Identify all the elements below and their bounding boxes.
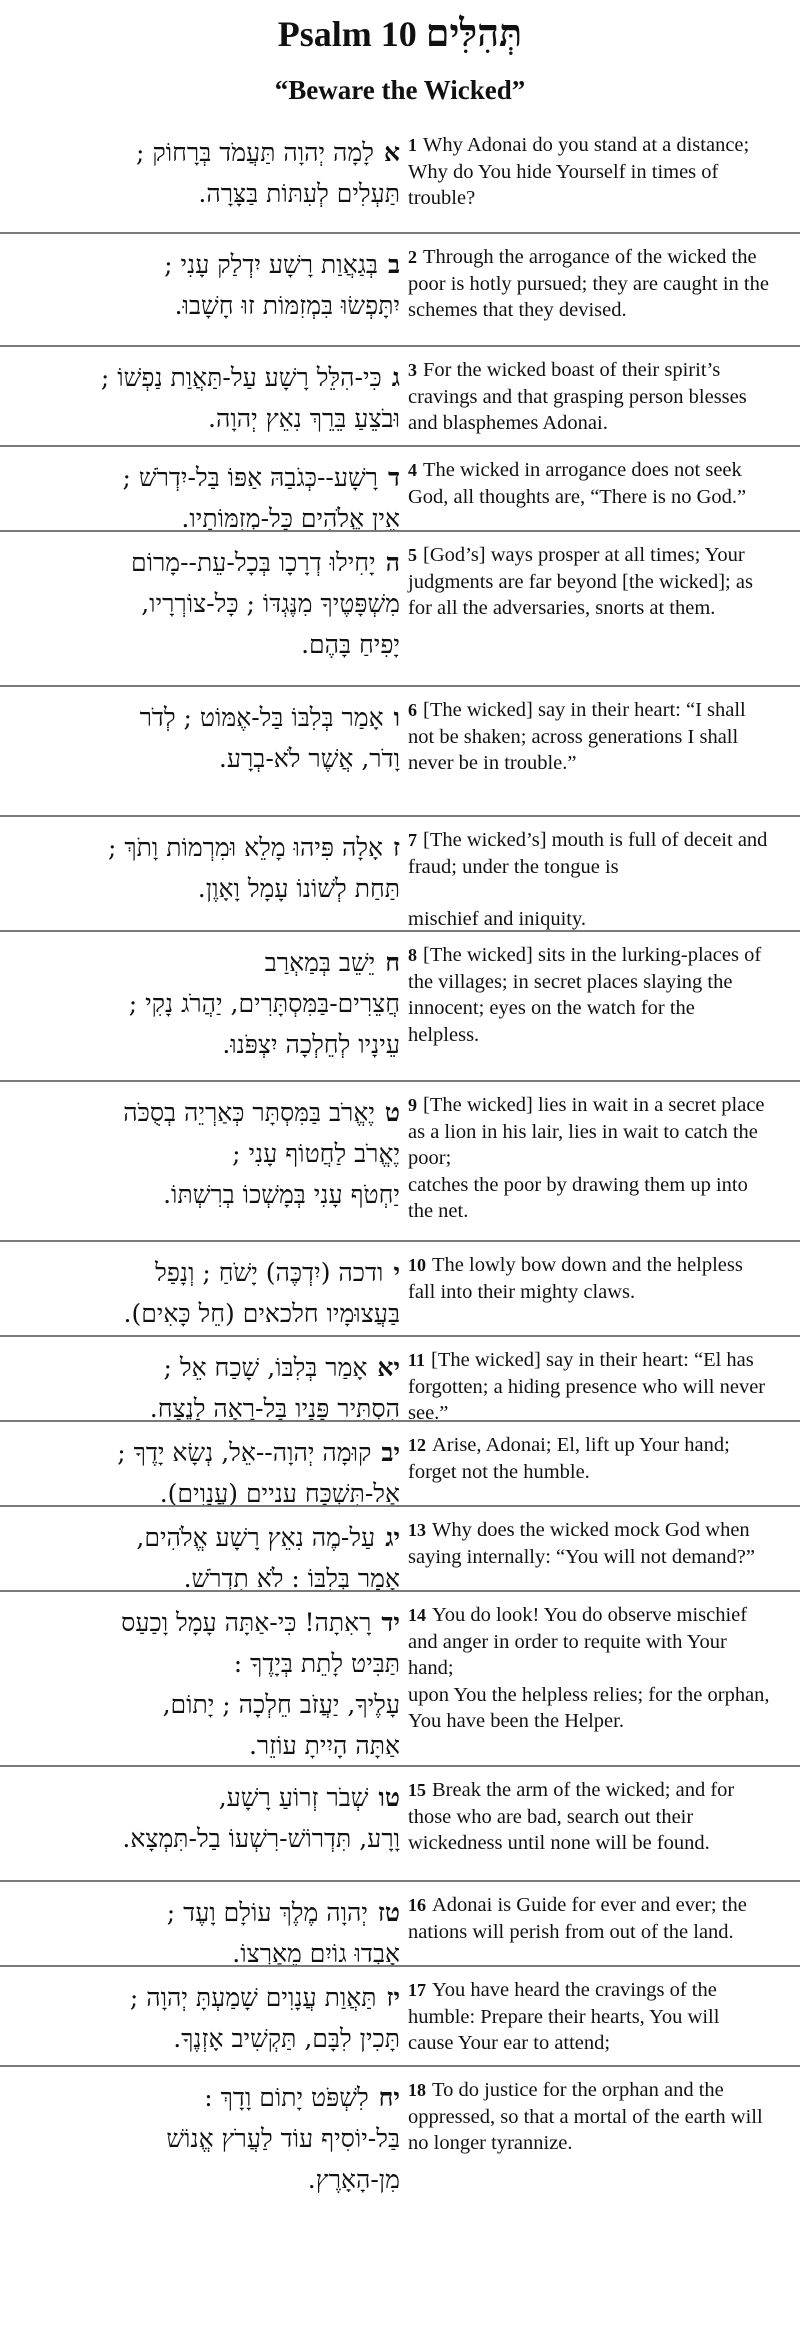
english-text: [The wicked] say in their heart: “I shall not be shaken; across generations I shall never be in trouble.” bbox=[408, 699, 746, 774]
english-text: [God’s] ways prosper at all times; Your judgments are far beyond [the wicked]; as for all the adversaries, snorts at them. bbox=[408, 544, 753, 619]
hebrew-text: עֵינָיו לְחֵלְכָה יִצְפֹּנוּ. bbox=[222, 1030, 400, 1059]
verse-row bbox=[0, 2065, 800, 2345]
verse-number: 4 bbox=[408, 460, 417, 480]
hebrew-text: אָמַר בְּלִבּוֹ, שָׁכַח אֵל ; bbox=[163, 1353, 368, 1382]
verse-hebrew bbox=[12, 1777, 400, 1859]
hebrew-text: יִתָּפְשׂוּ בִּמְזִמּוֹת זוּ חָשָׁבוּ. bbox=[174, 291, 400, 320]
verse-number-hebrew: ד bbox=[387, 463, 400, 492]
hebrew-text: בְּגַאֲוַת רָשָׁע יִדְלַק עָנִי ; bbox=[164, 250, 378, 279]
verse-number: 6 bbox=[408, 700, 417, 720]
verse-row bbox=[0, 530, 800, 685]
english-text: Arise, Adonai; El, lift up Your hand; forget not the humble. bbox=[408, 1434, 730, 1483]
hebrew-line bbox=[12, 1643, 400, 1684]
hebrew-line bbox=[12, 285, 400, 326]
verse-number: 18 bbox=[408, 2080, 426, 2100]
verse-english bbox=[408, 827, 770, 933]
hebrew-line bbox=[12, 1432, 400, 1473]
english-text: [The wicked] sits in the lurking-places of the villages; in secret places slaying the innocent; eyes on the watch for the helpless. bbox=[408, 944, 762, 1046]
verse-row bbox=[0, 1880, 800, 1968]
verse-row bbox=[0, 1765, 800, 1880]
english-text: Why Adonai do you stand at a distance; Why do You hide Yourself in times of trouble? bbox=[408, 134, 750, 209]
verse-row bbox=[0, 1080, 800, 1240]
verse-number: 14 bbox=[408, 1605, 426, 1625]
hebrew-text: יְהוָה מֶלֶךְ עוֹלָם וָעֶד ; bbox=[166, 1898, 368, 1927]
english-text: Through the arrogance of the wicked the poor is hotly pursued; they are caught in the schemes that they devised. bbox=[408, 246, 769, 321]
english-text: [The wicked] lies in wait in a secret place as a lion in his lair, lies in wait to catch the poor; bbox=[408, 1094, 765, 1169]
verse-english bbox=[408, 1432, 770, 1485]
verse-number-hebrew: טז bbox=[377, 1898, 400, 1927]
hebrew-line bbox=[12, 1133, 400, 1174]
hebrew-line bbox=[12, 583, 400, 624]
verse-english bbox=[408, 1092, 770, 1225]
verse-number-hebrew: ג bbox=[391, 363, 400, 392]
verse-english bbox=[408, 542, 770, 622]
hebrew-line bbox=[12, 1684, 400, 1725]
verse-row bbox=[0, 1240, 800, 1335]
verse-number: 13 bbox=[408, 1520, 426, 1540]
hebrew-text: וָרָע, תִּדְרוֹשׁ-רִשְׁעוֹ בַל-תִּמְצָא. bbox=[122, 1824, 400, 1853]
verse-number-hebrew: ח bbox=[385, 948, 400, 977]
hebrew-line bbox=[12, 457, 400, 498]
verse-number-hebrew: טו bbox=[378, 1783, 400, 1812]
verse-english bbox=[408, 132, 770, 212]
verse-number-hebrew: ט bbox=[384, 1098, 400, 1127]
verse-english bbox=[408, 942, 770, 1048]
hebrew-text: אָלָה פִּיהוּ מָלֵא וּמִרְמוֹת וָתֹךְ ; bbox=[107, 833, 384, 862]
hebrew-text: יַחְטֹף עָנִי בְּמָשְׁכוֹ בְרִשְׁתּוֹ. bbox=[163, 1180, 400, 1209]
hebrew-line bbox=[12, 942, 400, 983]
hebrew-text: יָפִיחַ בָּהֶם. bbox=[301, 630, 400, 659]
spacer bbox=[408, 880, 770, 906]
verse-number: 5 bbox=[408, 545, 417, 565]
verse-hebrew bbox=[12, 1602, 400, 1766]
hebrew-line bbox=[12, 1024, 400, 1065]
hebrew-line bbox=[12, 1252, 400, 1293]
hebrew-text: יֵשֵׁב בְּמַאְרַב bbox=[264, 948, 376, 977]
hebrew-line bbox=[12, 1818, 400, 1859]
hebrew-text: וּבֹצֵעַ בֵּרֵךְ נִאֵץ יְהוָה. bbox=[208, 404, 400, 433]
verse-hebrew bbox=[12, 827, 400, 909]
english-text: The wicked in arrogance does not seek God, all thoughts are, “There is no God.” bbox=[408, 459, 747, 508]
hebrew-line bbox=[12, 1977, 400, 2018]
english-text: The lowly bow down and the helpless fall into their mighty claws. bbox=[408, 1254, 743, 1303]
hebrew-text: עָלֶיךָ, יַעֲזֹב חֵלְכָה ; יָתוֹם, bbox=[162, 1690, 400, 1719]
verse-number: 16 bbox=[408, 1895, 426, 1915]
hebrew-line bbox=[12, 2018, 400, 2059]
hebrew-text: לָמָה יְהוָה תַּעֲמֹד בְּרָחוֹק ; bbox=[135, 138, 374, 167]
hebrew-text: יֶאֱרֹב בַּמִּסְתָּר כְּאַרְיֵה בְסֻכֹּה bbox=[123, 1098, 375, 1127]
verse-english bbox=[408, 1517, 770, 1570]
english-text: upon You the helpless relies; for the orphan, You have been the Helper. bbox=[408, 1683, 770, 1732]
hebrew-text: וָדֹר, אֲשֶׁר לֹא-בְרָע. bbox=[218, 744, 400, 773]
english-text: You have heard the cravings of the humble: Prepare their hearts, You will cause Your ear to attend; bbox=[408, 1979, 720, 2054]
hebrew-text: יָחִילוּ דְרָכָו בְּכָל-עֵת--מָרוֹם bbox=[131, 548, 376, 577]
verse-number-hebrew: ז bbox=[393, 833, 400, 862]
verse-english bbox=[408, 2077, 770, 2157]
hebrew-line bbox=[12, 173, 400, 214]
verse-english bbox=[408, 457, 770, 510]
hebrew-line bbox=[12, 244, 400, 285]
verse-row bbox=[0, 815, 800, 930]
verse-row bbox=[0, 1965, 800, 2065]
hebrew-line bbox=[12, 1602, 400, 1643]
hebrew-line bbox=[12, 2159, 400, 2200]
verse-number: 1 bbox=[408, 135, 417, 155]
verse-row bbox=[0, 930, 800, 1080]
verse-number: 15 bbox=[408, 1780, 426, 1800]
verse-hebrew bbox=[12, 542, 400, 665]
page-subtitle: “Beware the Wicked” bbox=[274, 75, 526, 105]
verse-number-hebrew: ב bbox=[387, 250, 400, 279]
hebrew-text: יֶאֱרֹב לַחֲטוֹף עָנִי ; bbox=[232, 1139, 400, 1168]
verse-hebrew bbox=[12, 1347, 400, 1429]
verse-english bbox=[408, 697, 770, 777]
english-text: mischief and iniquity. bbox=[408, 908, 587, 930]
verse-row bbox=[0, 232, 800, 345]
hebrew-text: מִשְׁפָּטֶיךָ מִנֶּגְדּוֹ ; כָּל-צוֹרְרָיו, bbox=[141, 589, 400, 618]
verse-number-hebrew: יח bbox=[378, 2083, 400, 2112]
hebrew-line bbox=[12, 738, 400, 779]
hebrew-line bbox=[12, 983, 400, 1024]
verse-number: 8 bbox=[408, 945, 417, 965]
hebrew-text: כִּי-הִלֵּל רָשָׁע עַל-תַּאֲוַת נַפְשׁוֹ ; bbox=[100, 363, 382, 392]
verse-row bbox=[0, 1590, 800, 1765]
verse-hebrew bbox=[12, 1892, 400, 1974]
verse-english bbox=[408, 1892, 770, 1945]
hebrew-text: בַּעֲצוּמָיו חלכאים (חֵל כָּאִים). bbox=[123, 1299, 400, 1328]
verse-row bbox=[0, 685, 800, 815]
hebrew-text: תַּעְלִים לְעִתּוֹת בַּצָּרָה. bbox=[198, 179, 400, 208]
hebrew-line bbox=[12, 542, 400, 583]
hebrew-line bbox=[12, 1347, 400, 1388]
verse-hebrew bbox=[12, 132, 400, 214]
verse-number-hebrew: יד bbox=[381, 1608, 400, 1637]
verse-english bbox=[408, 244, 770, 324]
verse-number-hebrew: יא bbox=[377, 1353, 400, 1382]
hebrew-line bbox=[12, 357, 400, 398]
hebrew-text: אַל-תִּשְׁכַּח עניים (עֲנָוִים). bbox=[159, 1479, 400, 1508]
english-text: Adonai is Guide for ever and ever; the nations will perish from out of the land. bbox=[408, 1894, 747, 1943]
hebrew-text: רָשָׁע--כְּגֹבַהּ אַפּוֹ בַּל-יִדְרֹשׁ ; bbox=[122, 463, 378, 492]
verse-number-hebrew: יב bbox=[381, 1438, 400, 1467]
verse-row bbox=[0, 1420, 800, 1508]
verse-hebrew bbox=[12, 357, 400, 439]
verse-row bbox=[0, 1335, 800, 1424]
verse-hebrew bbox=[12, 1517, 400, 1599]
hebrew-text: ודכה (יִדְכֶּה) יָשֹׁחַ ; וְנָפַל bbox=[155, 1258, 384, 1287]
hebrew-text: אָמַר בְּלִבּוֹ : לֹא תִדְרֹשׁ. bbox=[183, 1564, 400, 1593]
hebrew-line bbox=[12, 1725, 400, 1766]
verse-english bbox=[408, 1252, 770, 1305]
verse-row bbox=[0, 345, 800, 445]
verse-number: 3 bbox=[408, 360, 417, 380]
title-english: Psalm 10 bbox=[277, 14, 417, 54]
hebrew-text: תַּאֲוַת עֲנָוִים שָׁמַעְתָּ יְהוָה ; bbox=[129, 1983, 377, 2012]
verse-english bbox=[408, 1347, 770, 1427]
hebrew-text: לִשְׁפֹּט יָתוֹם וָדָךְ : bbox=[204, 2083, 369, 2112]
verse-number: 9 bbox=[408, 1095, 417, 1115]
title-hebrew: תְּהִלִּים bbox=[425, 10, 523, 55]
verse-number: 17 bbox=[408, 1980, 426, 2000]
english-text: For the wicked boast of their spirit’s cravings and that grasping person blesses and blasphemes Adonai. bbox=[408, 359, 747, 434]
verse-hebrew bbox=[12, 2077, 400, 2200]
hebrew-line bbox=[12, 624, 400, 665]
verse-number: 2 bbox=[408, 247, 417, 267]
hebrew-line bbox=[12, 132, 400, 173]
hebrew-text: תַּחַת לְשׁוֹנוֹ עָמָל וָאָוֶן. bbox=[197, 874, 400, 903]
verse-number: 10 bbox=[408, 1255, 426, 1275]
hebrew-line bbox=[12, 1174, 400, 1215]
verse-hebrew bbox=[12, 457, 400, 539]
hebrew-text: אֵין אֱלֹהִים כָּל-מְזִמּוֹתָיו. bbox=[181, 504, 400, 533]
hebrew-line bbox=[12, 827, 400, 868]
page-title bbox=[0, 4, 800, 62]
hebrew-text: תָּכִין לִבָּם, תַּקְשִׁיב אָזְנֶךָ. bbox=[173, 2024, 400, 2053]
english-text: To do justice for the orphan and the oppressed, so that a mortal of the earth will no longer tyrannize. bbox=[408, 2079, 763, 2154]
verse-english bbox=[408, 1977, 770, 2057]
verse-number: 12 bbox=[408, 1435, 426, 1455]
verse-hebrew bbox=[12, 1977, 400, 2059]
verse-row bbox=[0, 1505, 800, 1593]
hebrew-text: הִסְתִּיר פָּנָיו בַּל-רָאָה לָנֶצַח. bbox=[149, 1394, 400, 1423]
hebrew-text: שְׁבֹר זְרוֹעַ רָשָׁע, bbox=[218, 1783, 369, 1812]
hebrew-text: רָאִתָה! כִּי-אַתָּה עָמָל וָכַעַס bbox=[121, 1608, 372, 1637]
hebrew-line bbox=[12, 2118, 400, 2159]
verse-number: 7 bbox=[408, 830, 417, 850]
hebrew-text: חֲצֵרִים-בַּמִּסְתָּרִים, יַהֲרֹג נָקִי ; bbox=[128, 989, 400, 1018]
verse-english bbox=[408, 1777, 770, 1857]
hebrew-text: מִן-הָאָרֶץ. bbox=[307, 2165, 400, 2194]
verse-number-hebrew: ו bbox=[393, 703, 400, 732]
verse-english bbox=[408, 357, 770, 437]
verse-hebrew bbox=[12, 1252, 400, 1334]
hebrew-line bbox=[12, 1293, 400, 1334]
verse-row bbox=[0, 445, 800, 533]
verse-row bbox=[0, 122, 800, 230]
hebrew-text: אָמַר בְּלִבּוֹ בַּל-אֶמּוֹט ; לְדֹר bbox=[139, 703, 384, 732]
hebrew-text: תַּבִּיט לָתֵת בְּיָדֶךָ : bbox=[233, 1649, 400, 1678]
english-text: Break the arm of the wicked; and for those who are bad, search out their wickedness until none will be found. bbox=[408, 1779, 735, 1854]
verse-hebrew bbox=[12, 244, 400, 326]
hebrew-line bbox=[12, 697, 400, 738]
hebrew-line bbox=[12, 868, 400, 909]
english-text: Why does the wicked mock God when saying internally: “You will not demand?” bbox=[408, 1519, 755, 1568]
verse-number-hebrew: ה bbox=[385, 548, 400, 577]
hebrew-text: עַל-מֶה נִאֵץ רָשָׁע אֱלֹהִים, bbox=[136, 1523, 376, 1552]
verse-hebrew bbox=[12, 1092, 400, 1215]
hebrew-line bbox=[12, 398, 400, 439]
verse-hebrew bbox=[12, 1432, 400, 1514]
verse-hebrew bbox=[12, 697, 400, 779]
hebrew-line bbox=[12, 1092, 400, 1133]
verse-number: 11 bbox=[408, 1350, 426, 1370]
hebrew-text: בַּל-יוֹסִיף עוֹד לַעֲרֹץ אֱנוֹשׁ bbox=[166, 2124, 400, 2153]
english-text: You do look! You do observe mischief and anger in order to requite with Your hand; bbox=[408, 1604, 748, 1679]
hebrew-text: אַתָּה הָיִיתָ עוֹזֵר. bbox=[248, 1731, 400, 1760]
verse-english bbox=[408, 1602, 770, 1735]
hebrew-line bbox=[12, 1892, 400, 1933]
verse-number-hebrew: יז bbox=[386, 1983, 400, 2012]
verse-number-hebrew: יג bbox=[385, 1523, 400, 1552]
verse-hebrew bbox=[12, 942, 400, 1065]
hebrew-line bbox=[12, 2077, 400, 2118]
verse-number-hebrew: א bbox=[383, 138, 400, 167]
english-text: catches the poor by drawing them up into the net. bbox=[408, 1173, 748, 1222]
hebrew-text: קוּמָה יְהוָה--אֵל, נְשָׂא יָדֶךָ ; bbox=[117, 1438, 372, 1467]
hebrew-line bbox=[12, 1517, 400, 1558]
english-text: [The wicked’s] mouth is full of deceit and fraud; under the tongue is bbox=[408, 829, 768, 878]
hebrew-line bbox=[12, 1777, 400, 1818]
hebrew-text: אָבְדוּ גוֹיִם מֵאַרְצוֹ. bbox=[232, 1939, 400, 1968]
english-text: [The wicked] say in their heart: “El has forgotten; a hiding presence who will never see.” bbox=[408, 1349, 766, 1424]
verse-number-hebrew: י bbox=[393, 1258, 400, 1287]
